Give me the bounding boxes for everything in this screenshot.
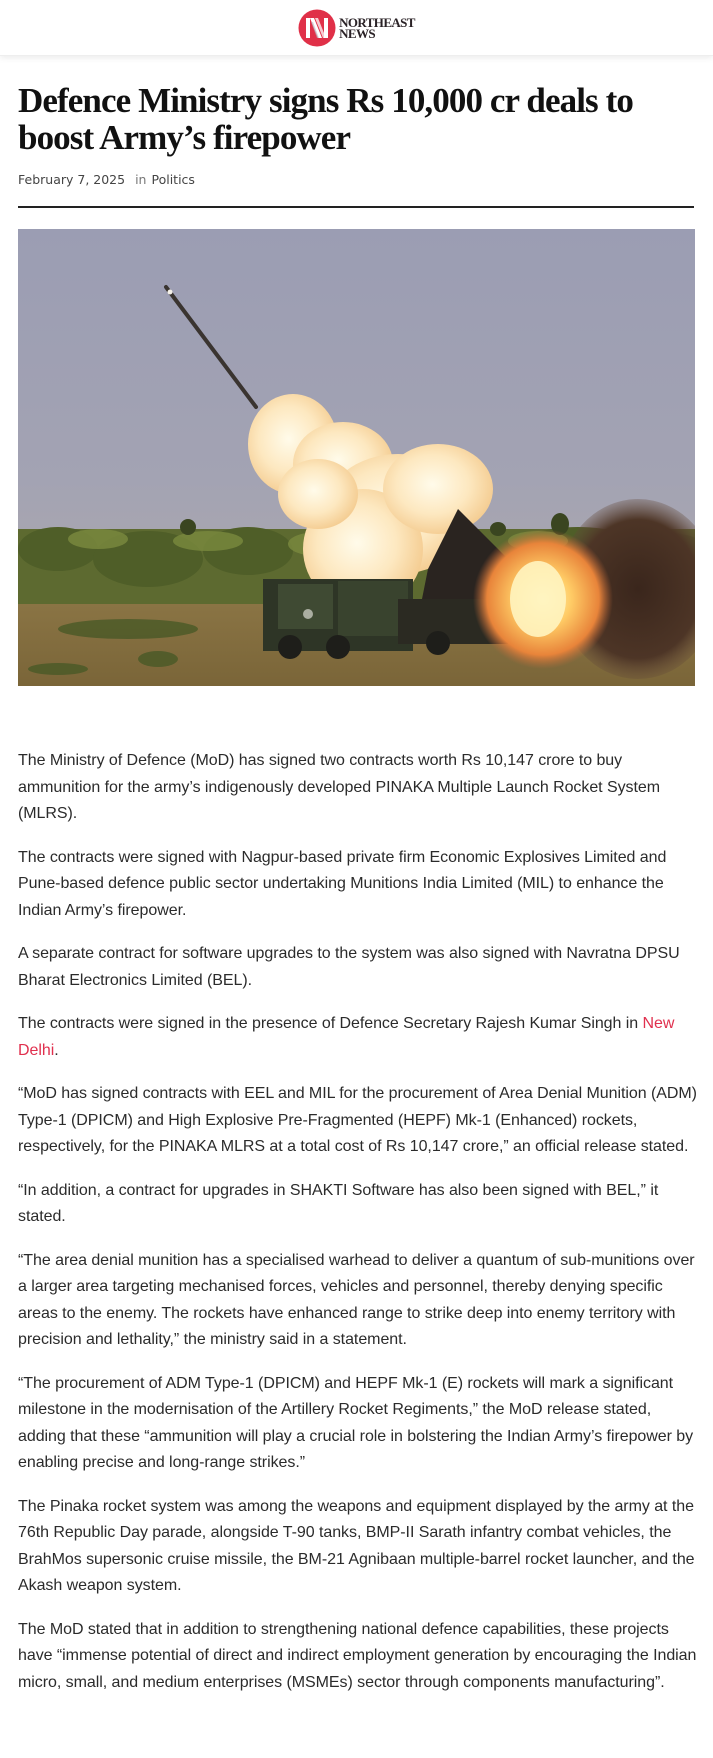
paragraph-4 (18, 1011, 698, 1064)
article-body (18, 748, 698, 1696)
article (0, 82, 713, 1696)
paragraph-4-text: The contracts were signed in the presence of Defence Secretary Rajesh Kumar Singh in (18, 1015, 643, 1032)
site-header (0, 0, 713, 56)
publish-date: February 7, 2025 (18, 172, 126, 187)
new-delhi-link[interactable]: New Delhi (18, 1015, 675, 1059)
paragraph-6: “In addition, a contract for upgrades in SHAKTI Software has also been signed with BEL,” it stated. (18, 1181, 659, 1225)
paragraph-5: “MoD has signed contracts with EEL and MIL for the procurement of Area Denial Munition (ADM) Type-1 (DPICM) and High Explosive Pre-Fragmented (HEPF) Mk-1 (Enhanced) rockets, respectively, for the PINAKA MLRS at a total cost of Rs 10,147 crore,” an official release stated. (18, 1085, 697, 1155)
paragraph-2: The contracts were signed with Nagpur-based private firm Economic Explosives Limited and Pune-based defence public sector undertaking Munitions India Limited (MIL) to enhance the Indian Army’s firepower. (18, 848, 667, 919)
logo-line-2: NEWS (339, 25, 375, 41)
category-link[interactable]: Politics (151, 172, 195, 187)
logo-wordmark (339, 14, 415, 41)
site-logo[interactable] (298, 9, 415, 47)
paragraph-3: A separate contract for software upgrades to the system was also signed with Navratna DPSU Bharat Electronics Limited (BEL). (18, 945, 680, 989)
paragraph-4-end: . (54, 1041, 59, 1059)
article-meta (18, 172, 695, 187)
title-divider (18, 206, 694, 208)
hero-image (18, 229, 695, 686)
paragraph-1: The Ministry of Defence (MoD) has signed two contracts worth Rs 10,147 crore to buy ammunition for the army’s indigenously developed PINAKA Multiple Launch Rocket System (MLRS). (18, 752, 661, 822)
rocket-launch-photo (18, 229, 695, 686)
logo-line-1: NORTHEAST (339, 14, 415, 30)
paragraph-9: The Pinaka rocket system was among the weapons and equipment displayed by the army at the 76th Republic Day parade, alongside T-90 tanks, BMP-II Sarath infantry combat vehicles, the BrahMos supersonic cruise missile, the BM-21 Agnibaan multiple-barrel rocket launcher, and the Akash weapon system. (18, 1497, 695, 1594)
paragraph-7: “The area denial munition has a specialised warhead to deliver a quantum of sub-munitions over a larger area targeting mechanised forces, vehicles and personnel, thereby denying specific areas to the enemy. The rockets have enhanced range to strike deep into enemy territory with precision and lethality,” the ministry said in a statement. (18, 1251, 695, 1348)
article-title: Defence Ministry signs Rs 10,000 cr deals to boost Army’s firepower (18, 81, 633, 157)
logo-mark-icon (298, 9, 336, 47)
paragraph-10: The MoD stated that in addition to strengthening national defence capabilities, these projects have “immense potential of direct and indirect employment generation by encouraging the Indian micro, small, and medium enterprises (MSMEs) sector through components manufacturing”. (18, 1620, 697, 1691)
paragraph-8: “The procurement of ADM Type-1 (DPICM) and HEPF Mk-1 (E) rockets will mark a significant milestone in the modernisation of the Artillery Rocket Regiments,” the MoD release stated, adding that these “ammunition will play a crucial role in bolstering the Indian Army’s firepower by enabling precise and long-range strikes.” (18, 1374, 694, 1471)
category-prefix: in (135, 172, 147, 187)
